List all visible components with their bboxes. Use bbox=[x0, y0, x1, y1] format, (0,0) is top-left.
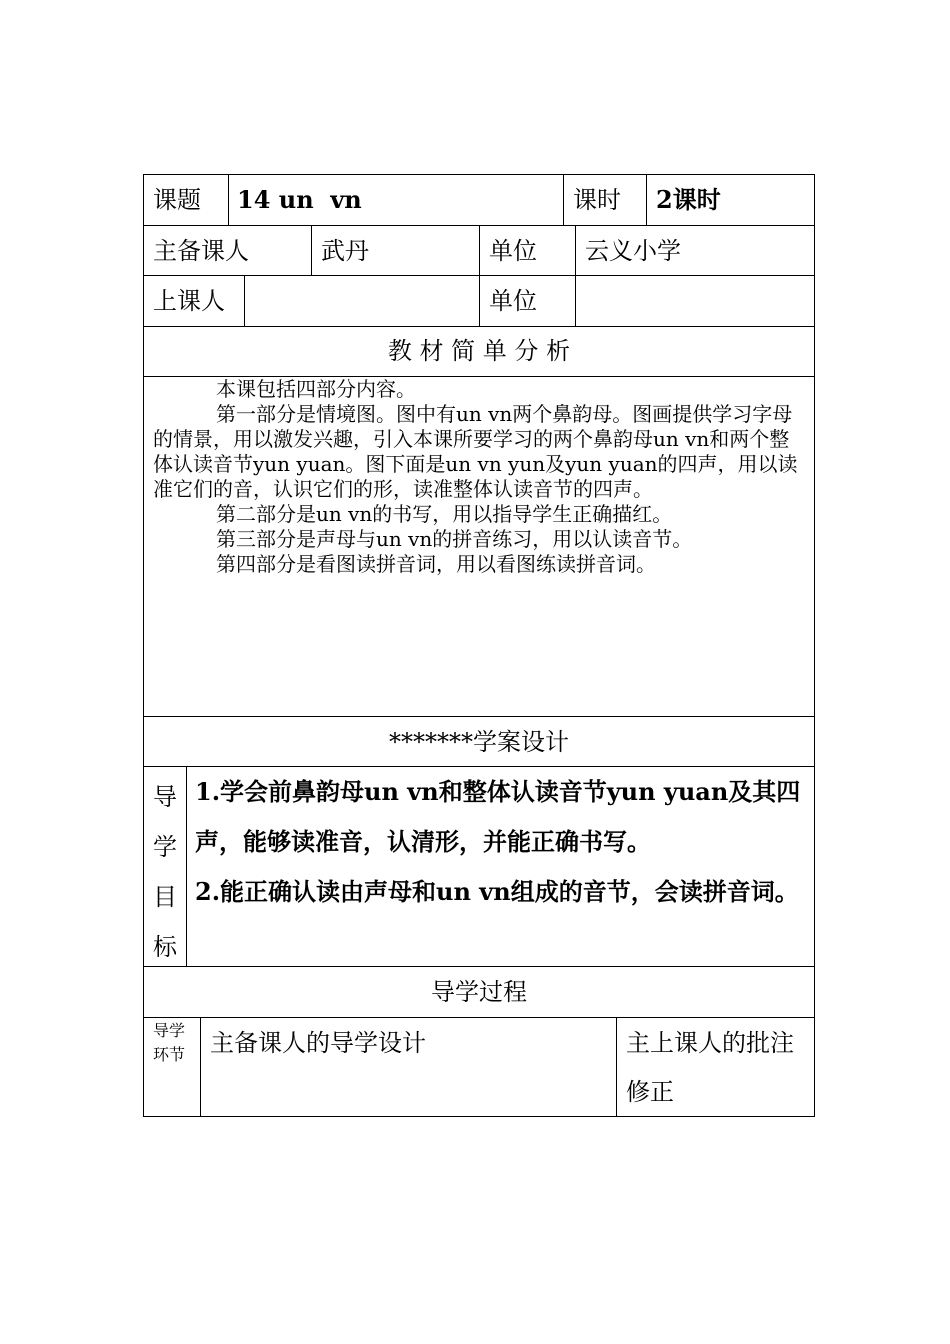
analysis-paragraph: 第三部分是声母与un vn的拼音练习，用以认读音节。 bbox=[216, 527, 693, 551]
column-divider bbox=[479, 225, 480, 326]
analysis-paragraph: 第一部分是情境图。图中有un vn两个鼻韵母。图画提供学习字母的情景，用以激发兴趣，引入本课所要学习的两个鼻韵母un vn和两个整体认读音节yun yuan。图下面是un vn yun及yun yuan的四声，用以读准它们的音，认识它们的形，读准整体认读音节的四声。 bbox=[153, 402, 798, 501]
analysis-heading: 教 材 简 单 分 析 bbox=[387, 337, 571, 365]
analysis-text bbox=[153, 377, 809, 577]
class-hours-value: 2课时 bbox=[656, 185, 721, 214]
analysis-paragraph: 第二部分是un vn的书写，用以指导学生正确描红。 bbox=[216, 502, 673, 526]
design-heading: *******学案设计 bbox=[389, 728, 569, 756]
preparer-label: 主备课人 bbox=[153, 237, 249, 265]
goals-label-char: 导 bbox=[153, 783, 177, 811]
goals-label-char: 目 bbox=[153, 883, 177, 911]
unit-value: 云义小学 bbox=[585, 237, 681, 265]
goal-item: 2.能正确认读由声母和un vn组成的音节，会读拼音词。 bbox=[195, 877, 799, 906]
topic-label: 课题 bbox=[153, 186, 201, 214]
column-divider bbox=[311, 225, 312, 275]
goals-label bbox=[153, 772, 181, 972]
preparer-value: 武丹 bbox=[321, 237, 369, 265]
column-divider bbox=[228, 174, 229, 225]
teacher-label: 上课人 bbox=[153, 287, 225, 315]
annotation-column-header: 主上课人的批注 bbox=[626, 1029, 794, 1057]
row-divider bbox=[143, 1017, 815, 1018]
column-divider bbox=[200, 1017, 201, 1117]
row-divider bbox=[143, 966, 815, 967]
goals-list bbox=[195, 767, 810, 917]
unit-label: 单位 bbox=[489, 237, 537, 265]
column-divider bbox=[244, 275, 245, 326]
column-divider bbox=[563, 174, 564, 225]
column-divider bbox=[186, 766, 187, 966]
design-column-header: 主备课人的导学设计 bbox=[210, 1029, 426, 1057]
row-divider bbox=[143, 716, 815, 717]
column-divider bbox=[616, 1017, 617, 1117]
process-heading: 导学过程 bbox=[431, 978, 527, 1006]
goal-item: 1.学会前鼻韵母un vn和整体认读音节yun yuan及其四声，能够读准音，认清形，并能正确书写。 bbox=[195, 777, 801, 856]
unit-label-2: 单位 bbox=[489, 287, 537, 315]
annotation-column-header: 修正 bbox=[626, 1078, 674, 1106]
column-divider bbox=[575, 225, 576, 326]
analysis-paragraph: 第四部分是看图读拼音词，用以看图练读拼音词。 bbox=[216, 552, 656, 576]
topic-value: 14 un vn bbox=[237, 185, 362, 214]
class-hours-label: 课时 bbox=[573, 186, 621, 214]
process-step-label: 环节 bbox=[153, 1045, 186, 1064]
analysis-paragraph: 本课包括四部分内容。 bbox=[216, 377, 416, 401]
goals-label-char: 标 bbox=[153, 933, 177, 961]
row-divider bbox=[143, 326, 815, 327]
process-step-label: 导学 bbox=[153, 1021, 186, 1040]
column-divider bbox=[646, 174, 647, 225]
goals-label-char: 学 bbox=[153, 833, 177, 861]
